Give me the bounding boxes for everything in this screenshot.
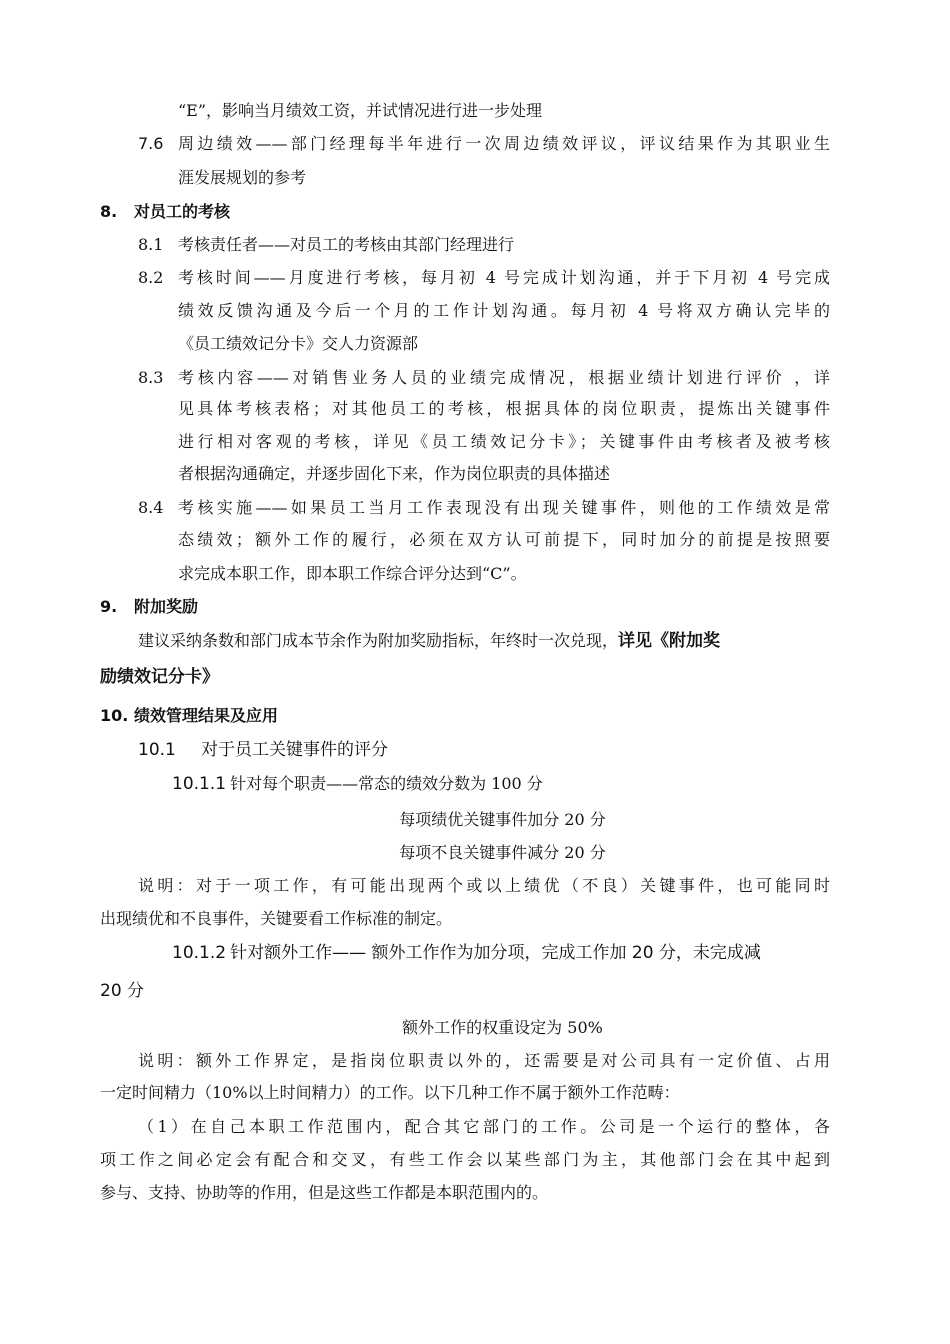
subsection-10-1-1-line (172, 772, 543, 797)
section-10-title: 绩效管理结果及应用 (134, 706, 279, 725)
item-8-4-line3: 求完成本职工作，即本职工作综合评分达到“C”。 (178, 564, 527, 583)
subsection-10-1-1-number: 10.1.1 (172, 774, 227, 794)
section-9-paragraph-line2: 励绩效记分卡》 (100, 667, 219, 687)
item-7-6-line2: 涯发展规划的参考 (178, 168, 307, 187)
item-8-4-line2: 态绩效；额外工作的履行，必须在双方认可前提下，同时加分的前提是按照要 (178, 530, 830, 549)
item-8-1-text: 考核责任者——对员工的考核由其部门经理进行 (178, 235, 515, 254)
item-8-2-line1: 考核时间——月度进行考核，每月初 4 号完成计划沟通，并于下月初 4 号完成 (178, 268, 830, 287)
item-8-3-line1: 考核内容——对销售业务人员的业绩完成情况，根据业绩计划进行评价 ，详 (178, 368, 830, 387)
note-10-1-1-line1: 说明：对于一项工作，有可能出现两个或以上绩优（不良）关键事件，也可能同时 (138, 876, 830, 895)
item-8-3-line3: 进行相对客观的考核，详见《员工绩效记分卡》；关键事件由考核者及被考核 (178, 432, 830, 451)
item-7-6-number: 7.6 (138, 134, 164, 153)
section-9-paragraph-line1-a: 建议采纳条数和部门成本节余作为附加奖励指标，年终时一次兑现， (138, 631, 619, 650)
note-10-1-1-line2: 出现绩优和不良事件，关键要看工作标准的制定。 (100, 909, 453, 928)
case-1-line1: （1）在自己本职工作范围内，配合其它部门的工作。公司是一个运行的整体，各 (138, 1117, 830, 1136)
subsection-10-1-2-line2: 20 分 (100, 981, 145, 1001)
item-8-2-number: 8.2 (138, 268, 164, 287)
section-9-paragraph-line1 (138, 629, 720, 654)
item-8-3-line4: 者根据沟通确定，并逐步固化下来，作为岗位职责的具体描述 (178, 464, 611, 483)
section-8-title: 对员工的考核 (134, 202, 231, 221)
item-8-3-line2: 见具体考核表格；对其他员工的考核，根据具体的岗位职责，提炼出关键事件 (178, 399, 830, 418)
extra-work-weight-line: 额外工作的权重设定为 50% (402, 1018, 603, 1037)
subsection-10-1-title: 对于员工关键事件的评分 (201, 740, 388, 760)
subsection-10-1-2-number: 10.1.2 (172, 943, 227, 963)
section-9-number: 9. (100, 597, 118, 616)
penalty-rule-line: 每项不良关键事件减分 20 分 (399, 843, 606, 862)
item-7-6-line1: 周边绩效——部门经理每半年进行一次周边绩效评议，评议结果作为其职业生 (178, 134, 830, 153)
note-10-1-2-line2: 一定时间精力（10%以上时间精力）的工作。以下几种工作不属于额外工作范畴： (100, 1083, 680, 1102)
note-10-1-2-line1: 说明：额外工作界定，是指岗位职责以外的，还需要是对公司具有一定价值、占用 (138, 1051, 830, 1070)
item-8-1-number: 8.1 (138, 235, 164, 254)
subsection-10-1-1-text: 针对每个职责——常态的绩效分数为 100 分 (230, 774, 543, 793)
item-8-3-number: 8.3 (138, 368, 164, 387)
section-8-number: 8. (100, 202, 118, 221)
section-9-paragraph-line1-b: 详见《附加奖 (618, 631, 721, 651)
subsection-10-1-2-text: 针对额外工作—— 额外工作作为加分项，完成工作加 20 分，未完成减 (230, 943, 761, 963)
item-8-4-number: 8.4 (138, 498, 164, 517)
case-1-line2: 项工作之间必定会有配合和交叉，有些工作会以某些部门为主，其他部门会在其中起到 (100, 1150, 830, 1169)
item-8-2-line3: 《员工绩效记分卡》交人力资源部 (178, 334, 419, 353)
item-8-4-line1: 考核实施——如果员工当月工作表现没有出现关键事件，则他的工作绩效是常 (178, 498, 830, 517)
case-1-line3: 参与、支持、协助等的作用，但是这些工作都是本职范围内的。 (100, 1183, 549, 1202)
item-8-2-line2: 绩效反馈沟通及今后一个月的工作计划沟通。每月初 4 号将双方确认完毕的 (178, 301, 830, 320)
subsection-10-1-number: 10.1 (138, 740, 176, 760)
subsection-10-1-2-line1 (172, 941, 761, 966)
section-10-number: 10. (100, 706, 129, 725)
bonus-rule-line: 每项绩优关键事件加分 20 分 (399, 810, 606, 829)
section-9-title: 附加奖励 (134, 597, 199, 616)
item-7-5-continuation: “E”，影响当月绩效工资，并试情况进行进一步处理 (178, 101, 543, 120)
